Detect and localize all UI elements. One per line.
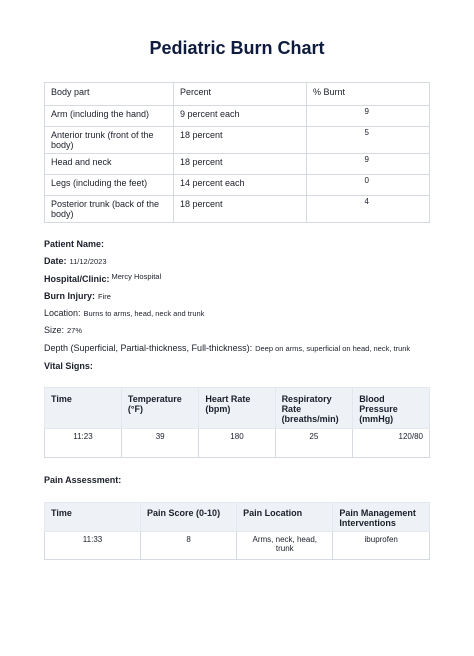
- pain-assessment-heading: Pain Assessment:: [44, 475, 122, 485]
- percent-cell: 14 percent each: [174, 175, 307, 196]
- size-value: 27%: [67, 326, 83, 335]
- burn-injury-field: [44, 291, 111, 301]
- column-header: Heart Rate (bpm): [199, 388, 275, 429]
- size-field: [44, 325, 82, 335]
- column-header: Blood Pressure (mmHg): [353, 388, 430, 429]
- burn-injury-label: Burn Injury:: [44, 291, 95, 301]
- location-value: Burns to arms, head, neck and trunk: [83, 309, 205, 318]
- column-header: Body part: [45, 83, 174, 106]
- column-header: Time: [45, 503, 141, 532]
- burnt-cell: 9: [307, 154, 430, 175]
- column-header: % Burnt: [307, 83, 430, 106]
- pain-location-cell: Arms, neck, head, trunk: [237, 532, 333, 560]
- blood-pressure-cell: 120/80: [353, 429, 430, 458]
- percent-cell: 18 percent: [174, 154, 307, 175]
- column-header: Pain Management Interventions: [333, 503, 430, 532]
- table-row: [45, 127, 430, 154]
- table-row: [45, 196, 430, 223]
- respiratory-rate-cell: 25: [275, 429, 353, 458]
- body-part-cell: Legs (including the feet): [45, 175, 174, 196]
- patient-name-label: Patient Name:: [44, 239, 105, 249]
- page-title: Pediatric Burn Chart: [149, 38, 325, 58]
- burnt-cell: 4: [307, 196, 430, 223]
- burn-percentage-table: [44, 82, 430, 223]
- table-row: [45, 106, 430, 127]
- column-header: Percent: [174, 83, 307, 106]
- column-header: Respiratory Rate (breaths/min): [275, 388, 353, 429]
- heart-rate-cell: 180: [199, 429, 275, 458]
- location-label: Location:: [44, 308, 81, 318]
- time-cell: 11:33: [45, 532, 141, 560]
- percent-cell: 18 percent: [174, 196, 307, 223]
- column-header: Time: [45, 388, 122, 429]
- table-header-row: [45, 83, 430, 106]
- table-header-row: [45, 503, 430, 532]
- depth-field: [44, 343, 410, 353]
- column-header: Pain Score (0-10): [141, 503, 237, 532]
- table-header-row: [45, 388, 430, 429]
- hospital-value: Mercy Hospital: [111, 272, 162, 281]
- temperature-cell: 39: [121, 429, 198, 458]
- location-field: [44, 308, 204, 318]
- percent-cell: 18 percent: [174, 127, 307, 154]
- body-part-cell: Head and neck: [45, 154, 174, 175]
- column-header: Temperature (°F): [121, 388, 198, 429]
- burnt-cell: 9: [307, 106, 430, 127]
- hospital-label: Hospital/Clinic:: [44, 274, 110, 284]
- percent-cell: 9 percent each: [174, 106, 307, 127]
- burn-injury-value: Fire: [98, 292, 111, 301]
- burnt-cell: 0: [307, 175, 430, 196]
- body-part-cell: Anterior trunk (front of the body): [45, 127, 174, 154]
- table-row: [45, 429, 430, 458]
- date-value: 11/12/2023: [69, 257, 107, 266]
- table-row: [45, 154, 430, 175]
- table-row: [45, 175, 430, 196]
- pain-assessment-table: [44, 502, 430, 560]
- body-part-cell: Posterior trunk (back of the body): [45, 196, 174, 223]
- size-label: Size:: [44, 325, 65, 335]
- depth-label: Depth (Superficial, Partial-thickness, Full-thickness):: [44, 343, 253, 353]
- pain-score-cell: 8: [141, 532, 237, 560]
- body-part-cell: Arm (including the hand): [45, 106, 174, 127]
- date-label: Date:: [44, 256, 67, 266]
- column-header: Pain Location: [237, 503, 333, 532]
- hospital-field: [44, 274, 161, 284]
- patient-name-field: [44, 239, 104, 249]
- time-cell: 11:23: [45, 429, 122, 458]
- burnt-cell: 5: [307, 127, 430, 154]
- table-row: [45, 532, 430, 560]
- vital-signs-table: [44, 387, 430, 458]
- depth-value: Deep on arms, superficial on head, neck, trunk: [255, 344, 411, 353]
- vital-signs-heading: Vital Signs:: [44, 361, 93, 371]
- pain-management-cell: ibuprofen: [333, 532, 430, 560]
- date-field: [44, 256, 107, 266]
